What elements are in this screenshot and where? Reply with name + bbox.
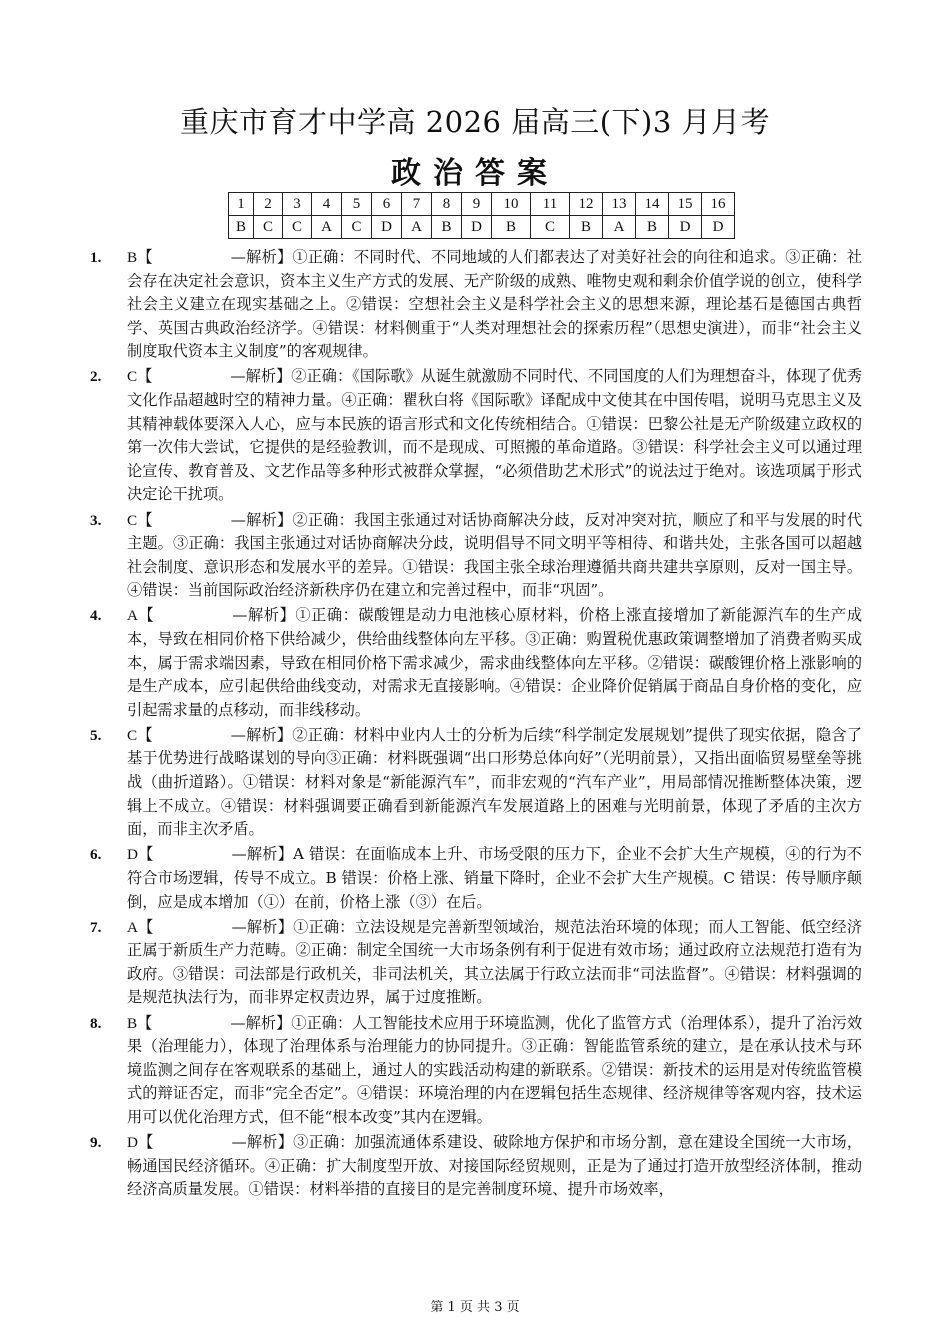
answer-key-answer-cell: A [603,216,636,239]
question-explanation [90,509,862,603]
question-explanation [90,1012,862,1130]
page-footer: 第 1 页 共 3 页 [430,1300,520,1315]
answer-key-number-cell: 10 [492,193,531,216]
answer-key-answer-cell: A [402,216,432,239]
open-bracket: 【 [137,367,153,386]
question-answer: A [127,607,138,625]
question-body [127,246,862,364]
question-body [127,843,862,914]
question-number: 5. [90,726,102,744]
explanation-text: —解析】②正确：材料中业内人士的分析为后续“科学制定发展规划”提供了现实依据，隐含了基于优势进行战略谋划的导向③正确：材料既强调“出口形势总体向好”（光明前景），又指出面临贸易壁垒等挑战（曲折道路）。①错误：材料对象是“新能源汽车”，而非宏观的“汽车产业”，用局部情况推断整体决策，逻辑上不成立。④错误：材料强调要正确看到新能源汽车发展道路上的困难与光明前景，体现了矛盾的主次方面，而非主次矛盾。 [127,725,863,839]
explanation-text: —解析】②正确：我国主张通过对话协商解决分歧，反对冲突对抗，顺应了和平与发展的时代主题。③正确：我国主张通过对话协商解决分歧，说明倡导不同文明平等相待、和谐共处，主张各国可以超越社会制度、意识形态和发展水平的差异。①错误：我国主张全球治理遵循共商共建共享原则，反对一国主导。④错误：当前国际政治经济新秩序仍在建立和完善过程中，而非“巩固”。 [127,510,863,600]
question-body [127,1131,862,1202]
answer-key-answer-cell: C [342,216,372,239]
answer-key-number-cell: 5 [342,193,372,216]
answer-key-number-row [229,193,735,216]
explanation-text: —解析】①正确：碳酸锂是动力电池核心原材料，价格上涨直接增加了新能源汽车的生产成本，导致在相同价格下供给减少，供给曲线整体向左平移。③正确：购置税优惠政策调整增加了消费者购买成本，属于需求端因素，导致在相同价格下需求减少，需求曲线整体向左平移。②错误：碳酸锂价格上涨影响的是生产成本，应引起供给曲线变动，对需求无直接影响。④错误：企业降价促销属于商品自身价格的变化，应引起需求量的点移动，而非线移动。 [127,606,863,719]
answer-key-number-cell: 8 [432,193,462,216]
answer-key-answer-cell: B [229,216,254,239]
open-bracket: 【 [137,606,155,625]
question-answer: B [127,1014,138,1032]
question-number: 7. [90,918,102,936]
question-explanation [90,1131,862,1202]
answer-key-number-cell: 9 [462,193,492,216]
answer-key-number-cell: 1 [229,193,254,216]
explanation-text: —解析】②正确：《国际歌》从诞生就激励不同时代、不同国度的人们为理想奋斗，体现了优秀文化作品超越时空的精神力量。④正确：瞿秋白将《国际歌》译配成中文使其在中国传唱，说明马克思主义及其精神载体要深入人心，应与本民族的语言形式和文化传统相结合。①错误：巴黎公社是无产阶级建立政权的第一次伟大尝试，它提供的是经验教训，而不是现成、可照搬的革命道路。③错误：科学社会主义可以通过理论宣传、教育普及、文艺作品等多种形式被群众掌握，“必须借助艺术形式”的说法过于绝对。该选项属于形式决定论干扰项。 [127,367,863,504]
question-number: 1. [90,249,102,266]
answer-key-number-cell: 13 [603,193,636,216]
explanation-text: —解析】③正确：加强流通体系建设、破除地方保护和市场分割，意在建设全国统一大市场，畅通国民经济循环。④正确：扩大制度型开放、对接国际经贸规则，正是为了通过打造开放型经济体制，推动经济高质量发展。①错误：材料举措的直接目的是完善制度环境、提升市场效率， [127,1132,863,1199]
answer-key-answer-cell: A [312,216,342,239]
answer-key-answer-cell: D [702,216,735,239]
answer-key-number-cell: 14 [636,193,669,216]
question-answer: C [127,368,138,386]
answer-key-number-cell: 16 [702,193,735,216]
question-body [127,509,862,603]
answer-key-number-cell: 12 [570,193,603,216]
answer-key-number-cell: 7 [402,193,432,216]
answer-key-answer-cell: B [432,216,462,239]
question-answer: A [127,918,138,936]
question-answer: C [127,511,138,529]
answer-key-number-cell: 2 [254,193,283,216]
answer-key-number-cell: 4 [312,193,342,216]
explanation-text: —解析】A 错误：在面临成本上升、市场受限的压力下，企业不会扩大生产规模，④的行为不符合市场逻辑，传导不成立。B 错误：价格上涨、销量下降时，企业不会扩大生产规模。C 错误：传导顺序颠倒，应是成本增加（①）在前，价格上涨（③）在后。 [127,845,862,911]
answer-key-answer-row [229,216,735,239]
question-answer: D [127,846,138,864]
question-body [127,604,862,722]
question-number: 4. [90,607,102,625]
explanation-text: —解析】①正确：不同时代、不同地域的人们都表达了对美好社会的向往和追求。③正确：社会存在决定社会意识，资本主义生产方式的发展、无产阶级的成熟、唯物史观和剩余价值学说的创立，使科学社会主义建立在现实基础之上。②错误：空想社会主义是科学社会主义的思想来源，理论基石是德国古典哲学、英国古典政治经济学。④错误：材料侧重于“人类对理想社会的探索历程”（思想史演进），而非“社会主义制度取代资本主义制度”的客观规律。 [127,248,863,361]
question-explanation [90,604,862,722]
open-bracket: 【 [137,845,154,864]
answer-key-answer-cell: D [372,216,402,239]
answer-key-answer-cell: B [570,216,603,239]
question-body [127,916,862,1010]
question-body [127,365,862,507]
answer-key-table [228,192,735,239]
question-explanation [90,843,862,914]
question-number: 9. [90,1133,102,1151]
answer-key-number-cell: 15 [669,193,702,216]
answer-key-answer-cell: D [669,216,702,239]
question-answer: D [127,1133,138,1151]
answer-key-number-cell: 6 [372,193,402,216]
open-bracket: 【 [137,1132,154,1151]
answer-key-number-cell: 11 [531,193,570,216]
question-answer: B [127,249,138,266]
question-answer: C [127,726,138,744]
question-explanation [90,365,862,507]
answer-key-answer-cell: D [462,216,492,239]
answer-key-number-cell: 3 [283,193,312,216]
open-bracket: 【 [137,510,153,529]
open-bracket: 【 [137,725,153,744]
page-subtitle: 政治答案 [391,156,559,191]
answer-key-answer-cell: B [636,216,669,239]
explanation-text: —解析】①正确：立法设规是完善新型领域治，规范法治环境的体现；而人工智能、低空经济正属于新质生产力范畴。②正确：制定全国统一大市场条例有利于促进有效市场；通过政府立法规范打造有为政府。③错误：司法部是行政机关，非司法机关，其立法属于行政立法而非“司法监督”。④错误：材料强调的是规范执法行为，而非界定权责边界，属于过度推断。 [127,917,863,1007]
answer-key-answer-cell: C [531,216,570,239]
question-explanation [90,916,862,1010]
answer-key-answer-cell: B [492,216,531,239]
question-number: 8. [90,1014,102,1032]
question-number: 6. [90,846,102,864]
question-number: 2. [90,368,102,386]
question-explanation [90,724,862,842]
open-bracket: 【 [137,248,153,266]
explanations-list [90,246,862,1203]
question-number: 3. [90,511,102,529]
question-body [127,724,862,842]
open-bracket: 【 [137,1013,153,1032]
question-body [127,1012,862,1130]
explanation-text: —解析】①正确：人工智能技术应用于环境监测，优化了监管方式（治理体系），提升了治污效果（治理能力），体现了治理体系与治理能力的协同提升。③正确：智能监管系统的建立，是在承认技术与环境监测之间存在客观联系的基础上，通过人的实践活动构建的新联系。②错误：新技术的运用是对传统监管模式的辩证否定，而非“完全否定”。④错误：环境治理的内在逻辑包括生态规律、经济规律等客观内容，技术运用可以优化治理方式，但不能“根本改变”其内在逻辑。 [127,1013,863,1126]
question-explanation [90,246,862,364]
answer-key-answer-cell: C [283,216,312,239]
answer-key-answer-cell: C [254,216,283,239]
open-bracket: 【 [137,917,154,936]
page-title: 重庆市育才中学高 2026 届高三(下)3 月月考 [179,105,771,139]
